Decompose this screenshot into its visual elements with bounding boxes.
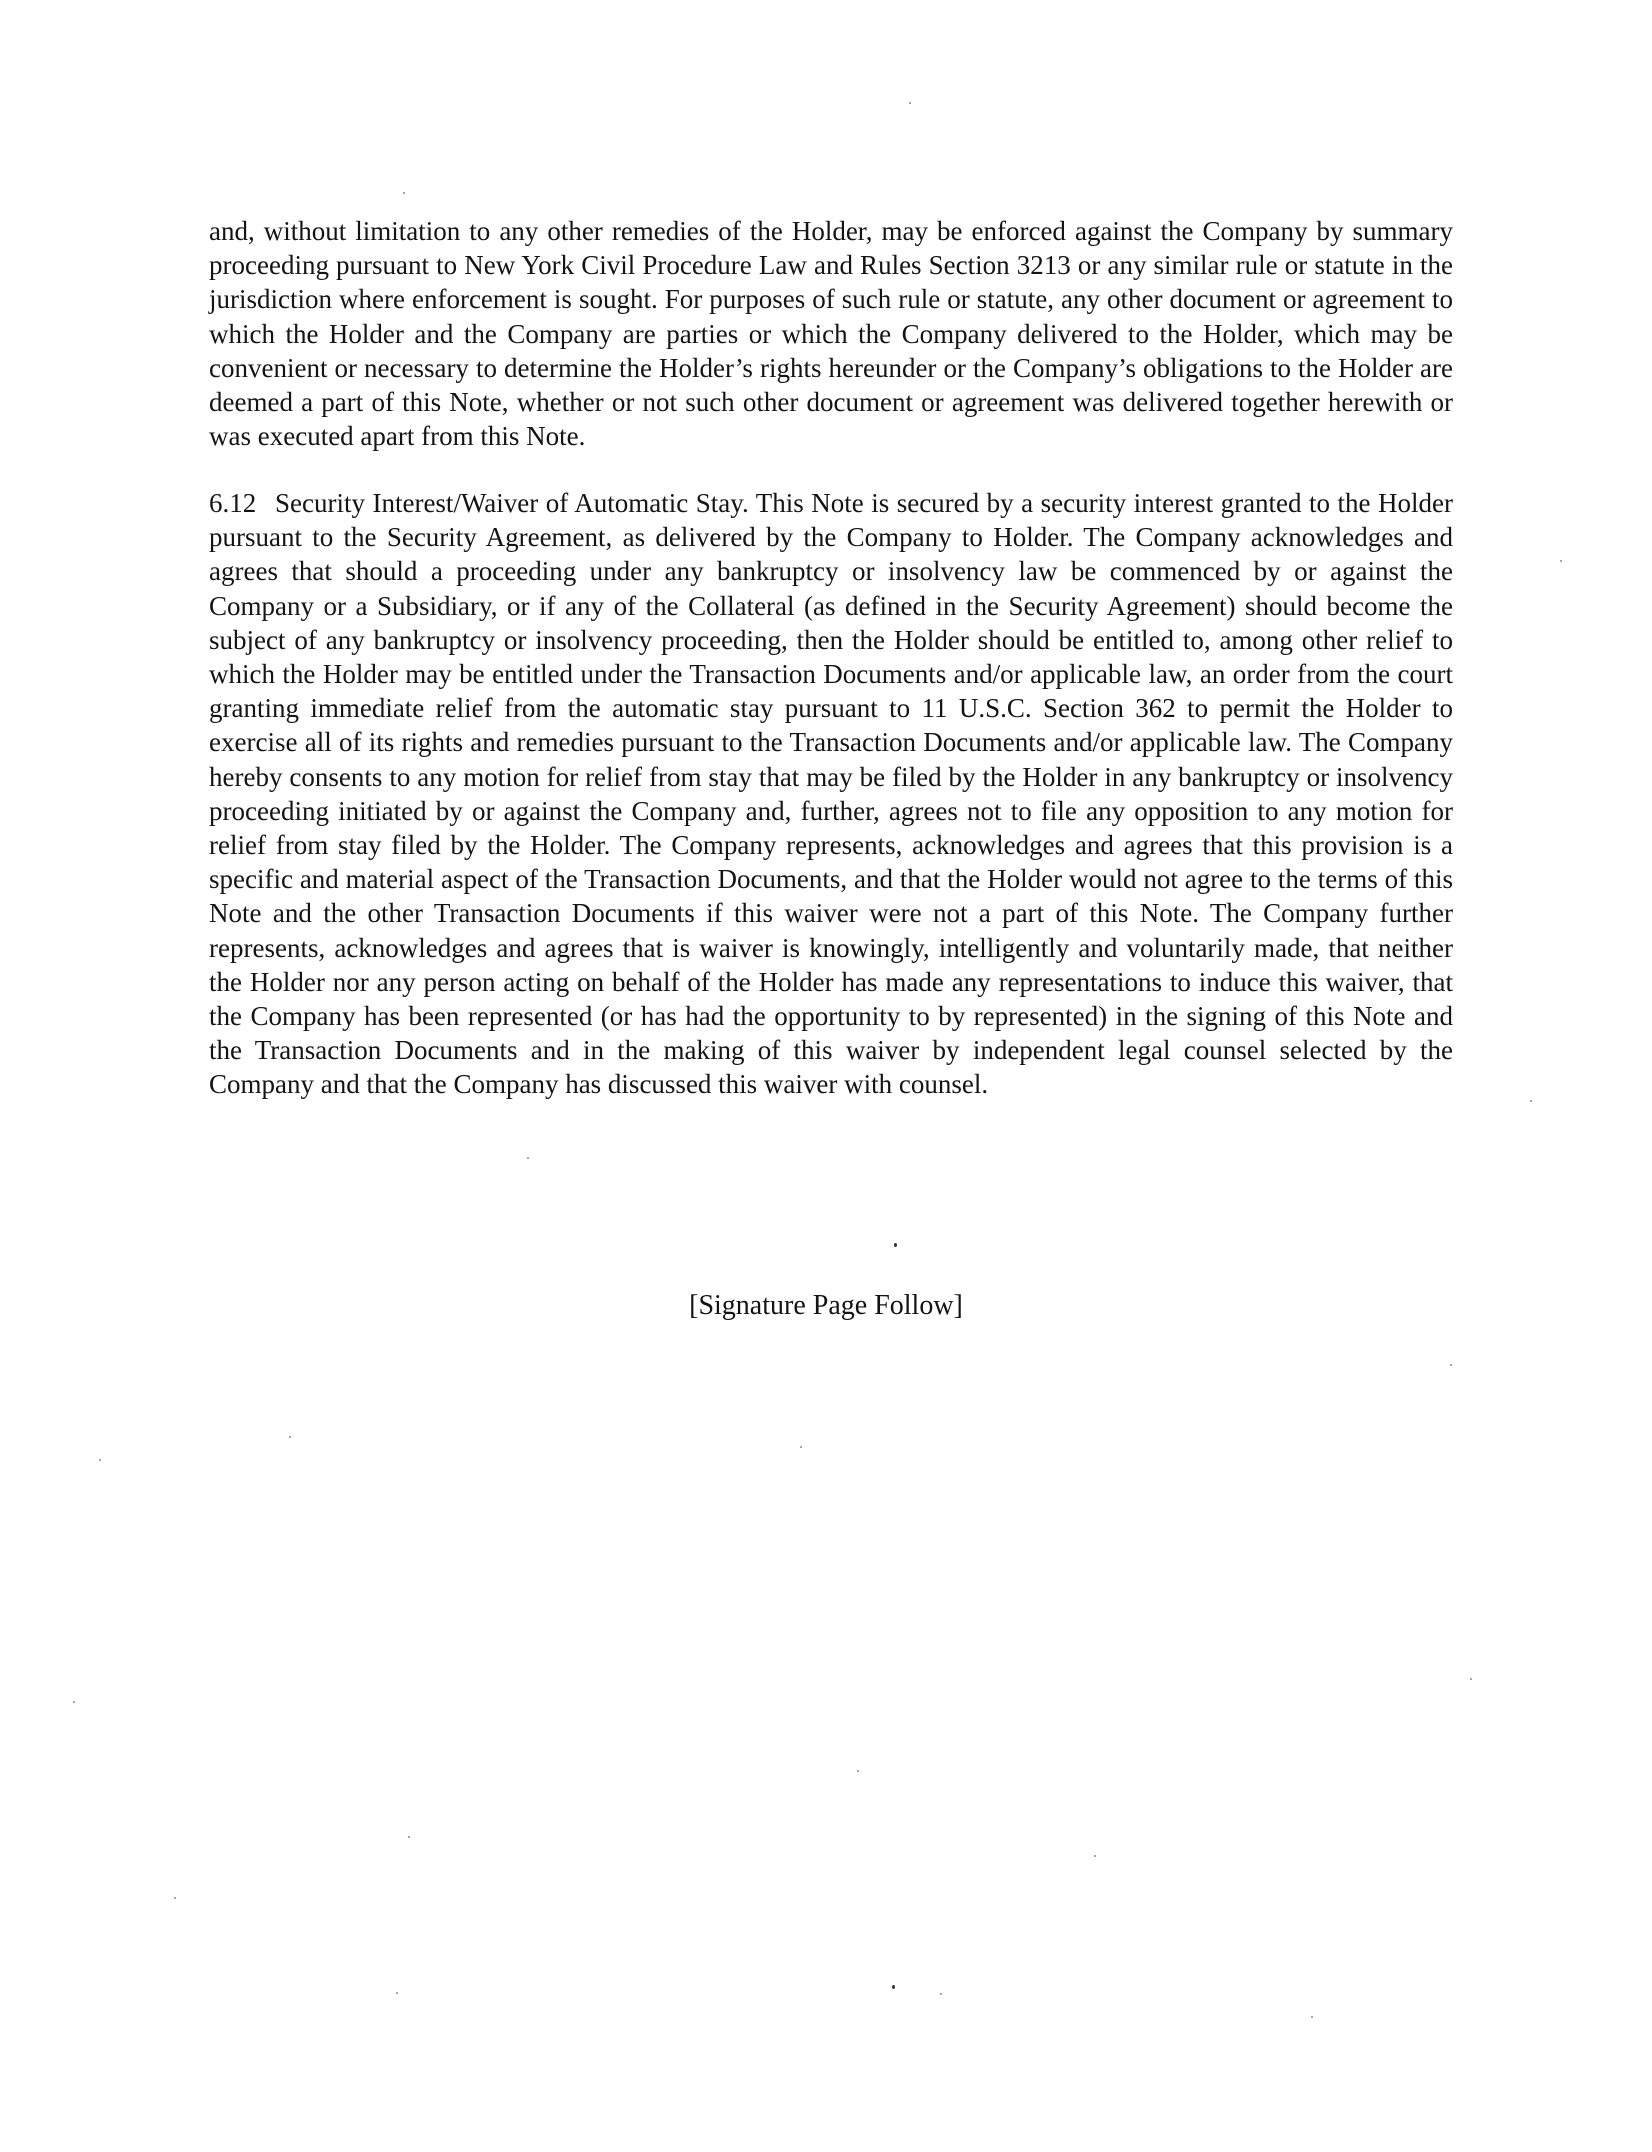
scan-speck [892,1985,895,1989]
scan-speck [73,1701,75,1703]
section-6-12-paragraph [209,486,1453,1102]
scan-speck [1094,1855,1096,1857]
continuation-paragraph: and, without limitation to any other remedies of the Holder, may be enforced against the Company by summary proceeding pursuant to New York Civil Procedure Law and Rules Section 3213 or any similar rule or statute in the jurisdiction where enforcement is sought. For purposes of such rule or statute, any other document or agreement to which the Holder and the Company are parties or which the Company delivered to the Holder, which may be convenient or necessary to determine the Holder’s rights hereunder or the Company’s obligations to the Holder are deemed a part of this Note, whether or not such other document or agreement was delivered together herewith or was executed apart from this Note. [209,216,1453,452]
scan-speck [1311,2016,1313,2018]
scan-speck [940,1993,942,1995]
scan-speck [1450,1364,1452,1366]
scan-speck [403,192,405,194]
signature-page-note: [Signature Page Follow] [689,1290,963,1321]
scan-speck [909,102,911,104]
section-text: Security Interest/Waiver of Automatic Stay. This Note is secured by a security interest granted to the Holder pursuant to the Security Agreement, as delivered by the Company to Holder. The Company acknowledges and agrees that should a proceeding under any bankruptcy or insolvency law be commenced by or against the Company or a Subsidiary, or if any of the Collateral (as defined in the Security Agreement) should become the subject of any bankruptcy or insolvency proceeding, then the Holder should be entitled to, among other relief to which the Holder may be entitled under the Transaction Documents and/or applicable law, an order from the court granting immediate relief from the automatic stay pursuant to 11 U.S.C. Section 362 to permit the Holder to exercise all of its rights and remedies pursuant to the Transaction Documents and/or applicable law. The Company hereby consents to any motion for relief from stay that may be filed by the Holder in any bankruptcy or insolvency proceeding initiated by or against the Company and, further, agrees not to file any opposition to any motion for relief from stay filed by the Holder. The Company represents, acknowledges and agrees that this provision is a specific and material aspect of the Transaction Documents, and that the Holder would not agree to the terms of this Note and the other Transaction Documents if this waiver were not a part of this Note. The Company further represents, acknowledges and agrees that is waiver is knowingly, intelligently and voluntarily made, that neither the Holder nor any person acting on behalf of the Holder has made any representations to induce this waiver, that the Company has been represented (or has had the opportunity to by represented) in the signing of this Note and the Transaction Documents and in the making of this waiver by independent legal counsel selected by the Company and that the Company has discussed this waiver with counsel. [209,488,1453,1100]
scan-speck [289,1436,291,1438]
scan-speck [174,1897,176,1899]
scan-speck [1470,1678,1472,1680]
scan-speck [1530,1100,1532,1102]
scan-speck [800,1446,802,1448]
scan-speck [894,1243,897,1247]
scan-speck [1560,560,1562,562]
scan-speck [99,1459,101,1461]
scan-speck [408,1836,410,1838]
scan-speck [857,1770,859,1772]
section-number: 6.12 [209,488,257,518]
scan-speck [396,1992,398,1994]
scan-speck [527,1157,529,1159]
